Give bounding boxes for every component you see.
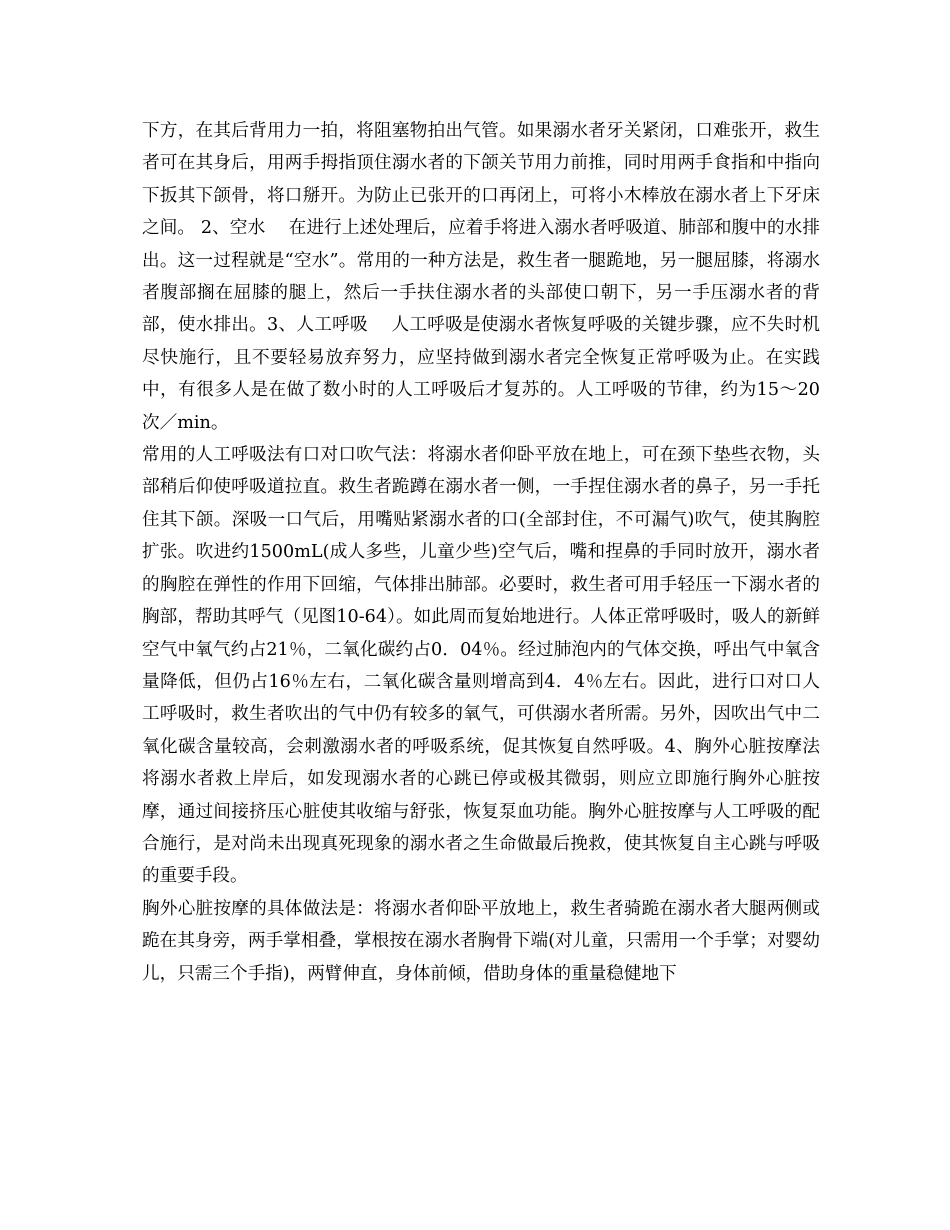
paragraph-chest-compression: 胸外心脏按摩的具体做法是：将溺水者仰卧平放地上，救生者骑跪在溺水者大腿两侧或跪在其身旁，两手掌相叠，掌根按在溺水者胸骨下端(对儿童，只需用一个手掌；对婴幼儿，只需三个手指)，两臂伸直，身体前倾，借助身体的重量稳健地下 xyxy=(142,898,820,984)
document-body xyxy=(142,115,844,990)
paragraph-mouth-to-mouth: 常用的人工呼吸法有口对口吹气法：将溺水者仰卧平放在地上，可在颈下垫些衣物，头部稍后仰使呼吸道拉直。救生者跪蹲在溺水者一侧，一手捏住溺水者的鼻子，另一手托住其下颌。深吸一口气后，用嘴贴紧溺水者的口(全部封住，不可漏气)吹气，使其胸腔扩张。吹进约1500mL(成人多些，儿童少些)空气后，嘴和捏鼻的手同时放开，溺水者的胸腔在弹性的作用下回缩，气体排出肺部。必要时，救生者可用手轻压一下溺水者的胸部，帮助其呼气（见图10-64）。如此周而复始地进行。人体正常呼吸时，吸人的新鲜空气中氧气约占21％，二氧化碳约占0．04％。经过肺泡内的气体交换，呼出气中氧含量降低，但仍占16％左右，二氧化碳含量则增高到4．4％左右。因此，进行口对口人工呼吸时，救生者吹出的气中仍有较多的氧气，可供溺水者所需。另外，因吹出气中二氧化碳含量较高，会刺激溺水者的呼吸系统，促其恢复自然呼吸。4、胸外心脏按摩法 将溺水者救上岸后，如发现溺水者的心跳已停或极其微弱，则应立即施行胸外心脏按摩，通过间接挤压心脏使其收缩与舒张，恢复泵血功能。胸外心脏按摩与人工呼吸的配合施行，是对尚未出现真死现象的溺水者之生命做最后挽救，使其恢复自主心跳与呼吸的重要手段。 xyxy=(142,445,844,887)
paragraph-rescue-airway: 下方，在其后背用力一拍，将阻塞物拍出气管。如果溺水者牙关紧闭，口难张开，救生者可在其身后，用两手拇指顶住溺水者的下颌关节用力前推，同时用两手食指和中指向下扳其下颌骨，将口掰开。为防止已张开的口再闭上，可将小木棒放在溺水者上下牙床之间。 2、空水 在进行上述处理后，应着手将进入溺水者呼吸道、肺部和腹中的水排出。这一过程就是“空水”。常用的一种方法是，救生者一腿跪地，另一腿屈膝，将溺水者腹部搁在屈膝的腿上，然后一手扶住溺水者的头部使口朝下，另一手压溺水者的背部，使水排出。3、人工呼吸 人工呼吸是使溺水者恢复呼吸的关键步骤，应不失时机尽快施行，且不要轻易放弃努力，应坚持做到溺水者完全恢复正常呼吸为止。在实践中，有很多人是在做了数小时的人工呼吸后才复苏的。人工呼吸的节律，约为15～20次／min。 xyxy=(142,121,820,433)
